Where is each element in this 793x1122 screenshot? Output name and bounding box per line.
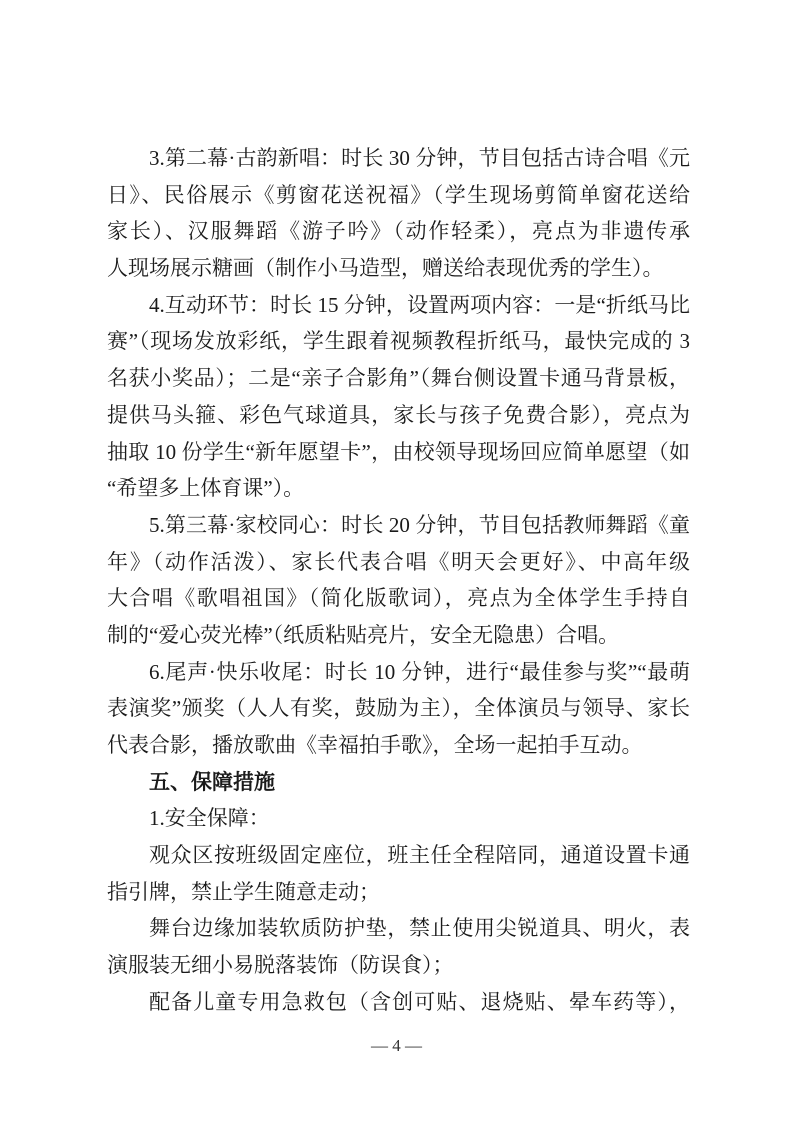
text-line: 5.第三幕·家校同心：时长 20 分钟，节目包括教师舞蹈《童 [149, 512, 690, 537]
section-heading [107, 764, 690, 801]
text-line: 代表合影，播放歌曲《幸福拍手歌》，全场一起拍手互动。 [107, 733, 643, 757]
paragraph [107, 910, 690, 983]
text-line: 制的“爱心荧光棒”（纸质粘贴亮片，安全无隐患）合唱。 [107, 622, 620, 647]
paragraph [107, 654, 690, 764]
text-line: 抽取 10 份学生“新年愿望卡”，由校领导现场回应简单愿望（如 [107, 439, 690, 464]
text-line: 4.互动环节：时长 15 分钟，设置两项内容：一是“折纸马比 [149, 292, 690, 317]
text-line: 1.安全保障： [149, 806, 270, 831]
text-line: 指引牌，禁止学生随意走动； [107, 879, 380, 904]
text-line: 五、保障措施 [149, 769, 275, 794]
text-line: 表演奖”颁奖（人人有奖，鼓励为主），全体演员与领导、家长 [107, 696, 690, 721]
paragraph [107, 984, 690, 1021]
text-line: 6.尾声·快乐收尾：时长 10 分钟，进行“最佳参与奖”“最萌 [149, 659, 690, 684]
text-line: 名获小奖品）；二是“亲子合影角”（舞台侧设置卡通马背景板， [107, 366, 690, 391]
document-body [107, 140, 690, 1021]
text-line: 人现场展示糖画（制作小马造型，赠送给表现优秀的学生）。 [107, 256, 664, 281]
page-number: — 4 — [371, 1036, 422, 1055]
text-line: 配备儿童专用急救包（含创可贴、退烧贴、晕车药等）， [149, 989, 690, 1014]
paragraph [107, 140, 690, 287]
text-line: 大合唱《歌唱祖国》（简化版歌词），亮点为全体学生手持自 [107, 586, 690, 611]
text-line: 赛”（现场发放彩纸，学生跟着视频教程折纸马，最快完成的 3 [107, 329, 690, 354]
text-line: 提供马头箍、彩色气球道具，家长与孩子免费合影），亮点为 [107, 402, 690, 427]
paragraph [107, 837, 690, 910]
text-line: 3.第二幕·古韵新唱：时长 30 分钟，节目包括古诗合唱《元 [149, 146, 690, 170]
paragraph [107, 800, 690, 837]
text-line: 日》、民俗展示《剪窗花送祝福》（学生现场剪简单窗花送给 [107, 182, 690, 207]
text-line: 演服装无细小易脱落装饰（防误食）； [107, 953, 454, 978]
paragraph [107, 287, 690, 507]
text-line: 舞台边缘加装软质防护垫，禁止使用尖锐道具、明火，表 [149, 916, 690, 941]
text-line: 家长）、汉服舞蹈《游子吟》（动作轻柔），亮点为非遗传承 [107, 219, 690, 244]
text-line: 观众区按班级固定座位，班主任全程陪同，通道设置卡通 [149, 843, 690, 868]
text-line: 年》（动作活泼）、家长代表合唱《明天会更好》、中高年级 [107, 549, 690, 574]
paragraph [107, 507, 690, 654]
text-line: “希望多上体育课”）。 [107, 476, 305, 501]
